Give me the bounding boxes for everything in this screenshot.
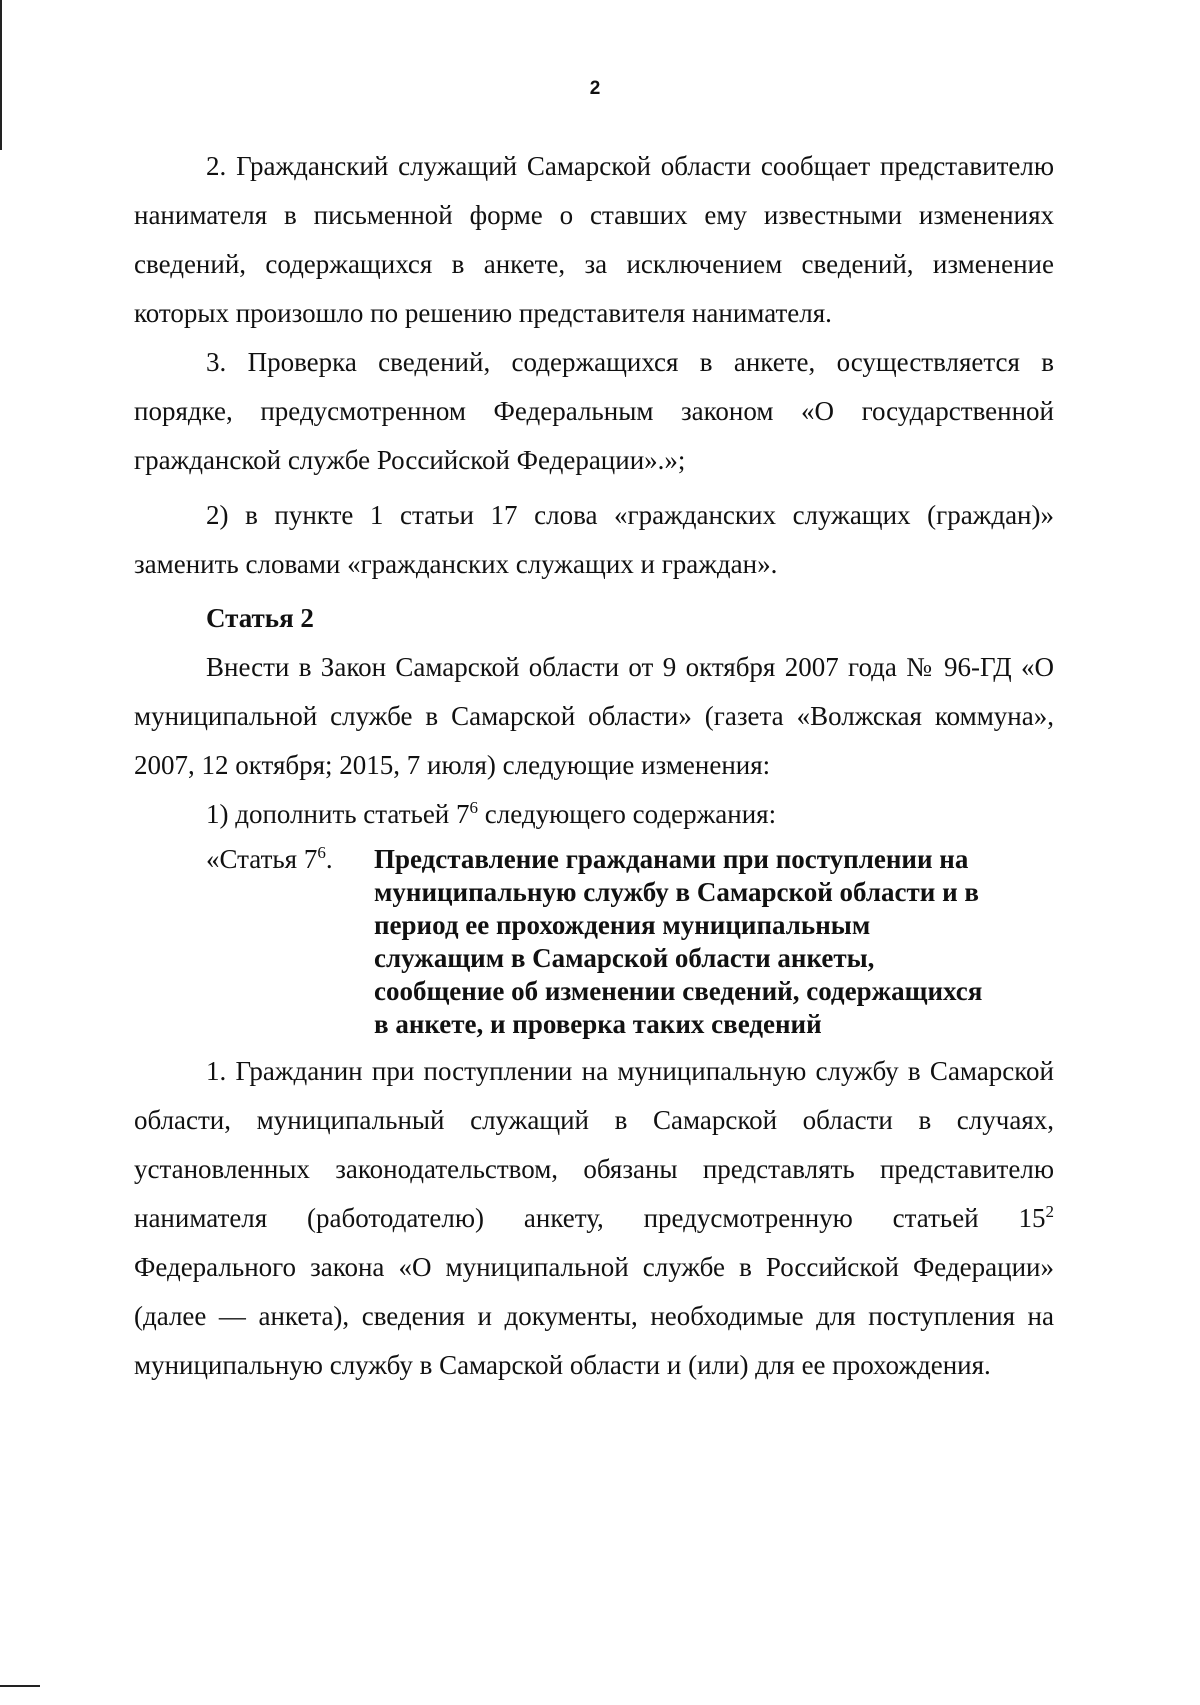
paragraph-item-2-replace-words: 2) в пункте 1 статьи 17 слова «гражданских служащих (граждан)» заменить словами «гражданских служащих и граждан». <box>134 500 1054 579</box>
paragraph-citizen-questionnaire <box>134 1047 1054 1390</box>
scan-edge-mark <box>0 1685 40 1687</box>
new-article-label-superscript: 6 <box>317 843 326 862</box>
document-body <box>134 142 1054 1390</box>
paragraph-item-1-add-article <box>134 790 1054 839</box>
new-article-title: Представление гражданами при поступлении на муниципальную службу в Самарской области и в период ее прохождения муниципальным служащим в Самарской области анкеты, сообщение об изменении сведений, содержащихся в анкете, и проверка таких сведений <box>374 844 983 1039</box>
item-1-superscript: 6 <box>469 798 479 817</box>
new-article-label <box>206 843 374 1041</box>
final-paragraph-superscript: 2 <box>1045 1202 1054 1221</box>
paragraph-amend-law-intro: Внести в Закон Самарской области от 9 октября 2007 года № 96-ГД «О муниципальной службе в Самарской области» (газета «Волжская коммуна», 2007, 12 октября; 2015, 7 июля) следующие изменения: <box>134 652 1054 780</box>
article-heading: Статья 2 <box>206 603 314 633</box>
new-article-block <box>206 843 1054 1041</box>
new-article-label-suffix: . <box>325 844 333 874</box>
scan-edge-mark <box>0 0 2 150</box>
final-paragraph-part-1: 1. Гражданин при поступлении на муниципальную службу в Самарской области, муниципальный служащий в Самарской области в случаях, установленных законодательством, обязаны представлять представителю нанимателя (работодателю) анкету, предусмотренную статьей 15 <box>134 1056 1054 1233</box>
new-article-label-prefix: «Статья 7 <box>206 844 318 874</box>
page-number: 2 <box>589 78 601 99</box>
paragraph-verification: 3. Проверка сведений, содержащихся в анкете, осуществляется в порядке, предусмотренном Федеральным законом «О государственной гражданской службе Российской Федерации».»; <box>134 347 1054 475</box>
item-1-prefix: 1) дополнить статьей 7 <box>206 799 470 829</box>
final-paragraph-part-2: Федерального закона «О муниципальной службе в Российской Федерации» (далее — анкета), сведения и документы, необходимые для поступления на муниципальную службу в Самарской области и (или) для ее прохождения. <box>134 1252 1054 1380</box>
paragraph-civil-servant-reports: 2. Гражданский служащий Самарской области сообщает представителю нанимателя в письменной форме о ставших ему известными изменениях сведений, содержащихся в анкете, за исключением сведений, изменение которых произошло по решению представителя нанимателя. <box>134 151 1054 328</box>
item-1-suffix: следующего содержания: <box>478 799 777 829</box>
